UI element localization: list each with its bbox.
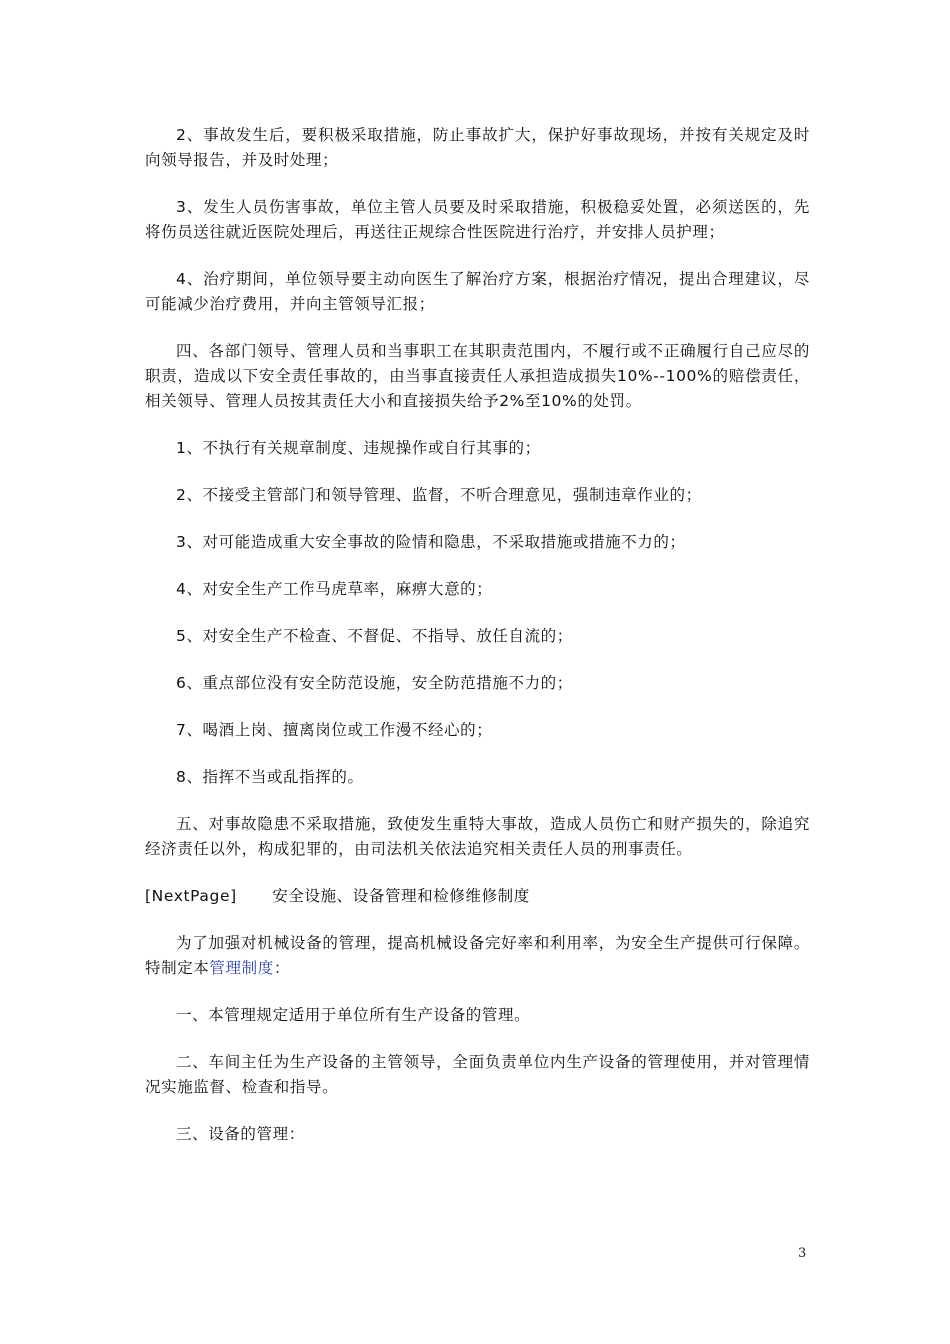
list-item: 1、不执行有关规章制度、违规操作或自行其事的； [176, 439, 541, 457]
list-item: 7、喝酒上岗、擅离岗位或工作漫不经心的； [176, 721, 493, 739]
paragraph: 三、设备的管理： [176, 1125, 305, 1143]
document-body [145, 123, 810, 1169]
list-item: 4、对安全生产工作马虎草率，麻痹大意的； [176, 580, 493, 598]
intro-paragraph [145, 931, 810, 981]
list-item: 2、不接受主管部门和领导管理、监督，不听合理意见，强制违章作业的； [176, 486, 702, 504]
paragraph: 二、车间主任为生产设备的主管领导，全面负责单位内生产设备的管理使用，并对管理情况实施监督、检查和指导。 [145, 1053, 810, 1096]
management-system-link[interactable]: 管理制度 [209, 959, 274, 977]
section-heading: 安全设施、设备管理和检修维修制度 [272, 887, 530, 905]
list-item: 5、对安全生产不检查、不督促、不指导、放任自流的； [176, 627, 573, 645]
paragraph: 3、发生人员伤害事故，单位主管人员要及时采取措施，积极稳妥处置，必须送医的，先将伤员送往就近医院处理后，再送往正规综合性医院进行治疗，并安排人员护理； [145, 198, 810, 241]
section-heading-row [145, 884, 810, 909]
paragraph: 四、各部门领导、管理人员和当事职工在其职责范围内，不履行或不正确履行自己应尽的职责，造成以下安全责任事故的，由当事直接责任人承担造成损失10%--100%的赔偿责任，相关领导、管理人员按其责任大小和直接损失给予2%至10%的处罚。 [145, 342, 810, 410]
nextpage-marker: [NextPage] [145, 887, 237, 905]
paragraph: 2、事故发生后，要积极采取措施，防止事故扩大，保护好事故现场，并按有关规定及时向领导报告，并及时处理； [145, 126, 810, 169]
list-item: 3、对可能造成重大安全事故的险情和隐患，不采取措施或措施不力的； [176, 533, 686, 551]
intro-text: 为了加强对机械设备的管理，提高机械设备完好率和利用率，为安全生产提供可行保障。特制定本 [145, 934, 810, 977]
list-item: 8、指挥不当或乱指挥的。 [176, 768, 364, 786]
paragraph: 4、治疗期间，单位领导要主动向医生了解治疗方案，根据治疗情况，提出合理建议，尽可能减少治疗费用，并向主管领导汇报； [145, 270, 810, 313]
intro-suffix: ： [273, 959, 290, 977]
paragraph: 五、对事故隐患不采取措施，致使发生重特大事故，造成人员伤亡和财产损失的，除追究经济责任以外，构成犯罪的，由司法机关依法追究相关责任人员的刑事责任。 [145, 815, 810, 858]
page-number: 3 [798, 1246, 807, 1261]
paragraph: 一、本管理规定适用于单位所有生产设备的管理。 [176, 1006, 531, 1024]
list-item: 6、重点部位没有安全防范设施，安全防范措施不力的； [176, 674, 573, 692]
